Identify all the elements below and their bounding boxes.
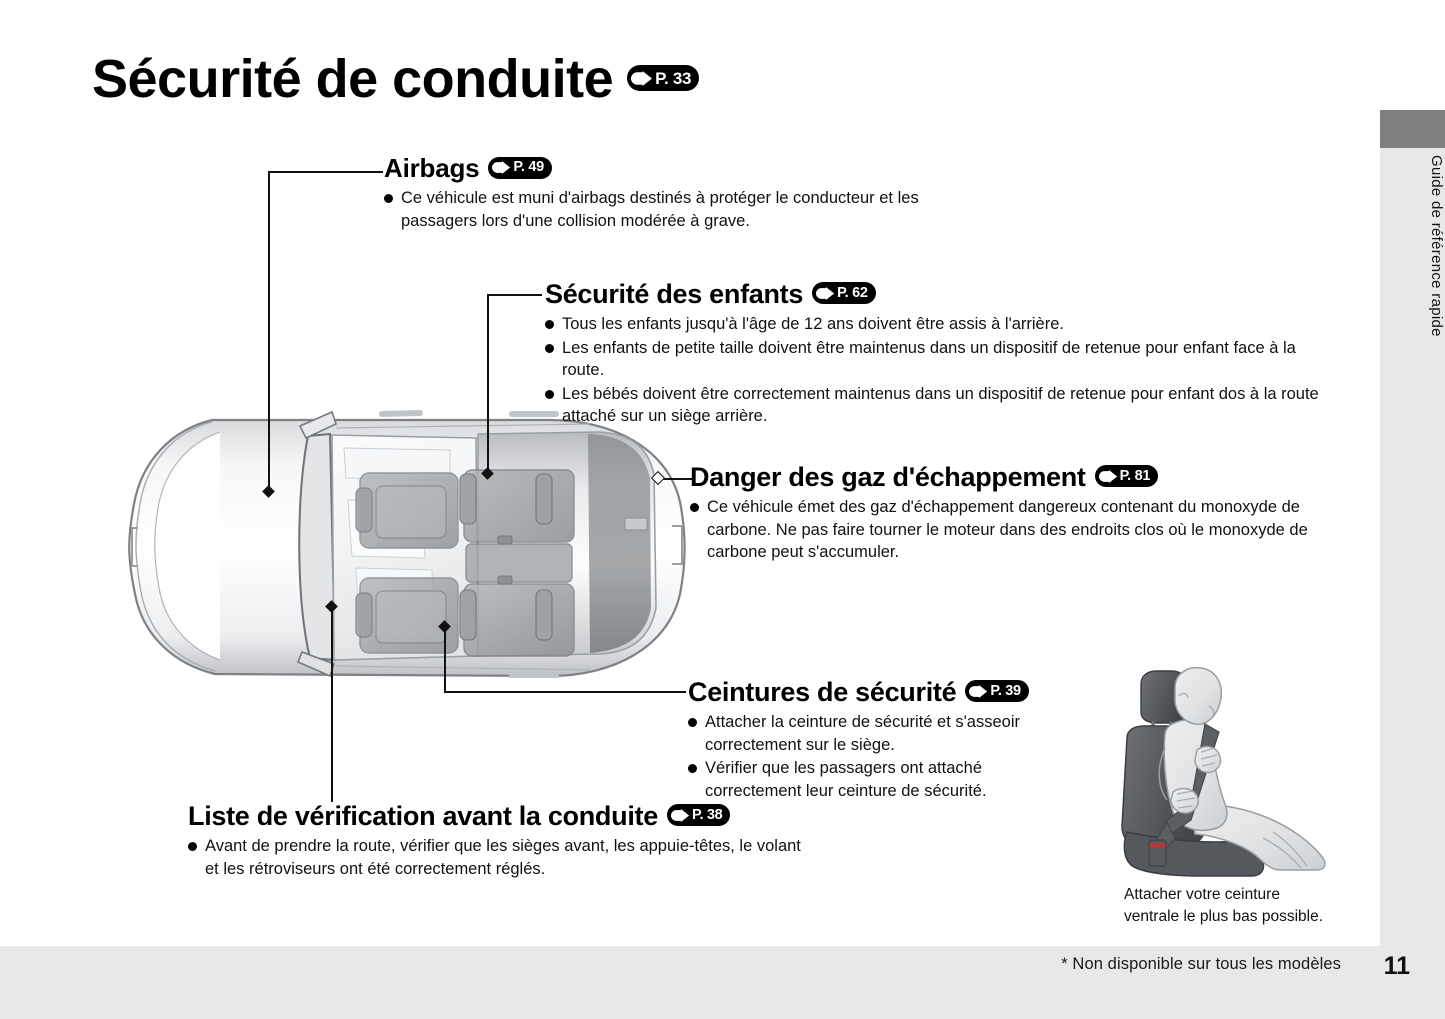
leader-line-seatbelts-h — [444, 691, 686, 693]
list-item — [384, 187, 984, 232]
bullet-dot-icon — [690, 503, 699, 512]
section-airbags-title: Airbags — [384, 153, 480, 183]
list-item — [690, 496, 1330, 563]
bullet-dot-icon — [545, 320, 554, 329]
list-item — [545, 337, 1335, 382]
seatbelt-illustration-caption — [1124, 884, 1323, 928]
leader-line-children-v — [487, 294, 489, 474]
bullet-text: Les enfants de petite taille doivent être maintenus dans un dispositif de retenue pour enfant face à la route. — [562, 338, 1296, 380]
side-tab-label: Guide de référence rapide — [1428, 155, 1445, 337]
bullet-text: Tous les enfants jusqu'à l'âge de 12 ans doivent être assis à l'arrière. — [562, 315, 1064, 334]
section-children-safety — [545, 280, 1335, 429]
car-top-view-illustration — [120, 408, 700, 683]
page-reference-text-checklist: P. 38 — [691, 806, 723, 823]
page-reference-text-title: P. 33 — [655, 68, 692, 88]
page-reference-badge-checklist[interactable] — [667, 804, 731, 826]
page-reference-text-airbags: P. 49 — [513, 159, 544, 176]
arrow-right-icon — [671, 809, 690, 822]
seatbelt-person-illustration — [1105, 662, 1340, 892]
page-title — [92, 49, 699, 109]
page-reference-text-exhaust: P. 81 — [1119, 467, 1151, 484]
arrow-right-icon — [1099, 470, 1118, 483]
page-reference-badge-title[interactable] — [627, 65, 699, 91]
section-airbags-bullets — [384, 187, 984, 232]
leader-line-children-h — [487, 294, 542, 296]
list-item — [188, 835, 808, 880]
page-reference-badge-children[interactable] — [812, 282, 876, 304]
section-airbags-heading — [384, 155, 984, 182]
section-predrive-checklist — [188, 802, 808, 881]
leader-line-airbags-v — [268, 171, 270, 491]
bullet-dot-icon — [545, 390, 554, 399]
bullet-text: Ce véhicule émet des gaz d'échappement dangereux contenant du monoxyde de carbone. Ne pas faire tourner le moteur dans des endroits clos où le monoxyde de carbone peut s'accumuler. — [707, 498, 1308, 562]
list-item — [688, 757, 1078, 802]
arrow-right-icon — [816, 287, 835, 300]
bullet-dot-icon — [384, 194, 393, 203]
section-checklist-title: Liste de vérification avant la conduite — [188, 801, 658, 831]
section-checklist-heading — [188, 802, 808, 830]
page-reference-badge-airbags[interactable] — [488, 157, 552, 179]
leader-line-exhaust-h — [663, 478, 693, 480]
page-reference-badge-seatbelts[interactable] — [965, 680, 1029, 702]
footer-note: * Non disponible sur tous les modèles — [1061, 955, 1341, 973]
bullet-dot-icon — [188, 842, 197, 851]
leader-line-checklist-v — [331, 606, 333, 802]
caption-line-2: ventrale le plus bas possible. — [1124, 908, 1324, 925]
section-seatbelts-heading — [688, 678, 1078, 706]
arrow-right-icon — [492, 161, 511, 174]
section-seatbelts-title: Ceintures de sécurité — [688, 677, 957, 707]
leader-line-airbags-h — [268, 171, 383, 173]
leader-line-seatbelts-v — [444, 626, 446, 692]
side-tab-cap — [1380, 110, 1445, 148]
section-checklist-bullets — [188, 835, 808, 880]
bullet-text: Les bébés doivent être correctement maintenus dans un dispositif de retenue pour enfant dos à la route attaché sur un siège arrière. — [562, 384, 1319, 426]
page-reference-badge-exhaust[interactable] — [1095, 465, 1159, 487]
page-number: 11 — [1383, 952, 1410, 980]
arrow-right-icon — [969, 685, 988, 698]
bullet-text: Attacher la ceinture de sécurité et s'asseoir correctement sur le siège. — [705, 713, 1020, 754]
page-reference-text-seatbelts: P. 39 — [990, 682, 1021, 699]
section-children-bullets — [545, 313, 1335, 427]
page-title-text: Sécurité de conduite — [92, 49, 614, 109]
caption-line-1: Attacher votre ceinture — [1124, 886, 1280, 903]
list-item — [688, 711, 1078, 756]
section-seatbelts-bullets — [688, 711, 1078, 802]
arrow-right-icon — [631, 71, 653, 86]
bullet-dot-icon — [545, 344, 554, 353]
bullet-text: Vérifier que les passagers ont attaché correctement leur ceinture de sécurité. — [705, 759, 987, 800]
bullet-text: Ce véhicule est muni d'airbags destinés à protéger le conducteur et les passagers lors d'une collision modérée à grave. — [401, 189, 919, 230]
page-reference-text-children: P. 62 — [837, 284, 868, 301]
section-exhaust-danger — [690, 463, 1330, 565]
section-children-heading — [545, 280, 1335, 308]
section-exhaust-bullets — [690, 496, 1330, 563]
list-item — [545, 383, 1335, 428]
section-seatbelts — [688, 678, 1078, 803]
section-exhaust-title: Danger des gaz d'échappement — [690, 462, 1086, 492]
list-item — [545, 313, 1335, 335]
bullet-text: Avant de prendre la route, vérifier que les sièges avant, les appuie-têtes, le volant et les rétroviseurs ont été correctement réglés. — [205, 837, 801, 878]
bullet-dot-icon — [688, 718, 697, 727]
section-children-title: Sécurité des enfants — [545, 279, 804, 309]
bullet-dot-icon — [688, 764, 697, 773]
section-exhaust-heading — [690, 463, 1330, 491]
section-airbags — [384, 155, 984, 233]
